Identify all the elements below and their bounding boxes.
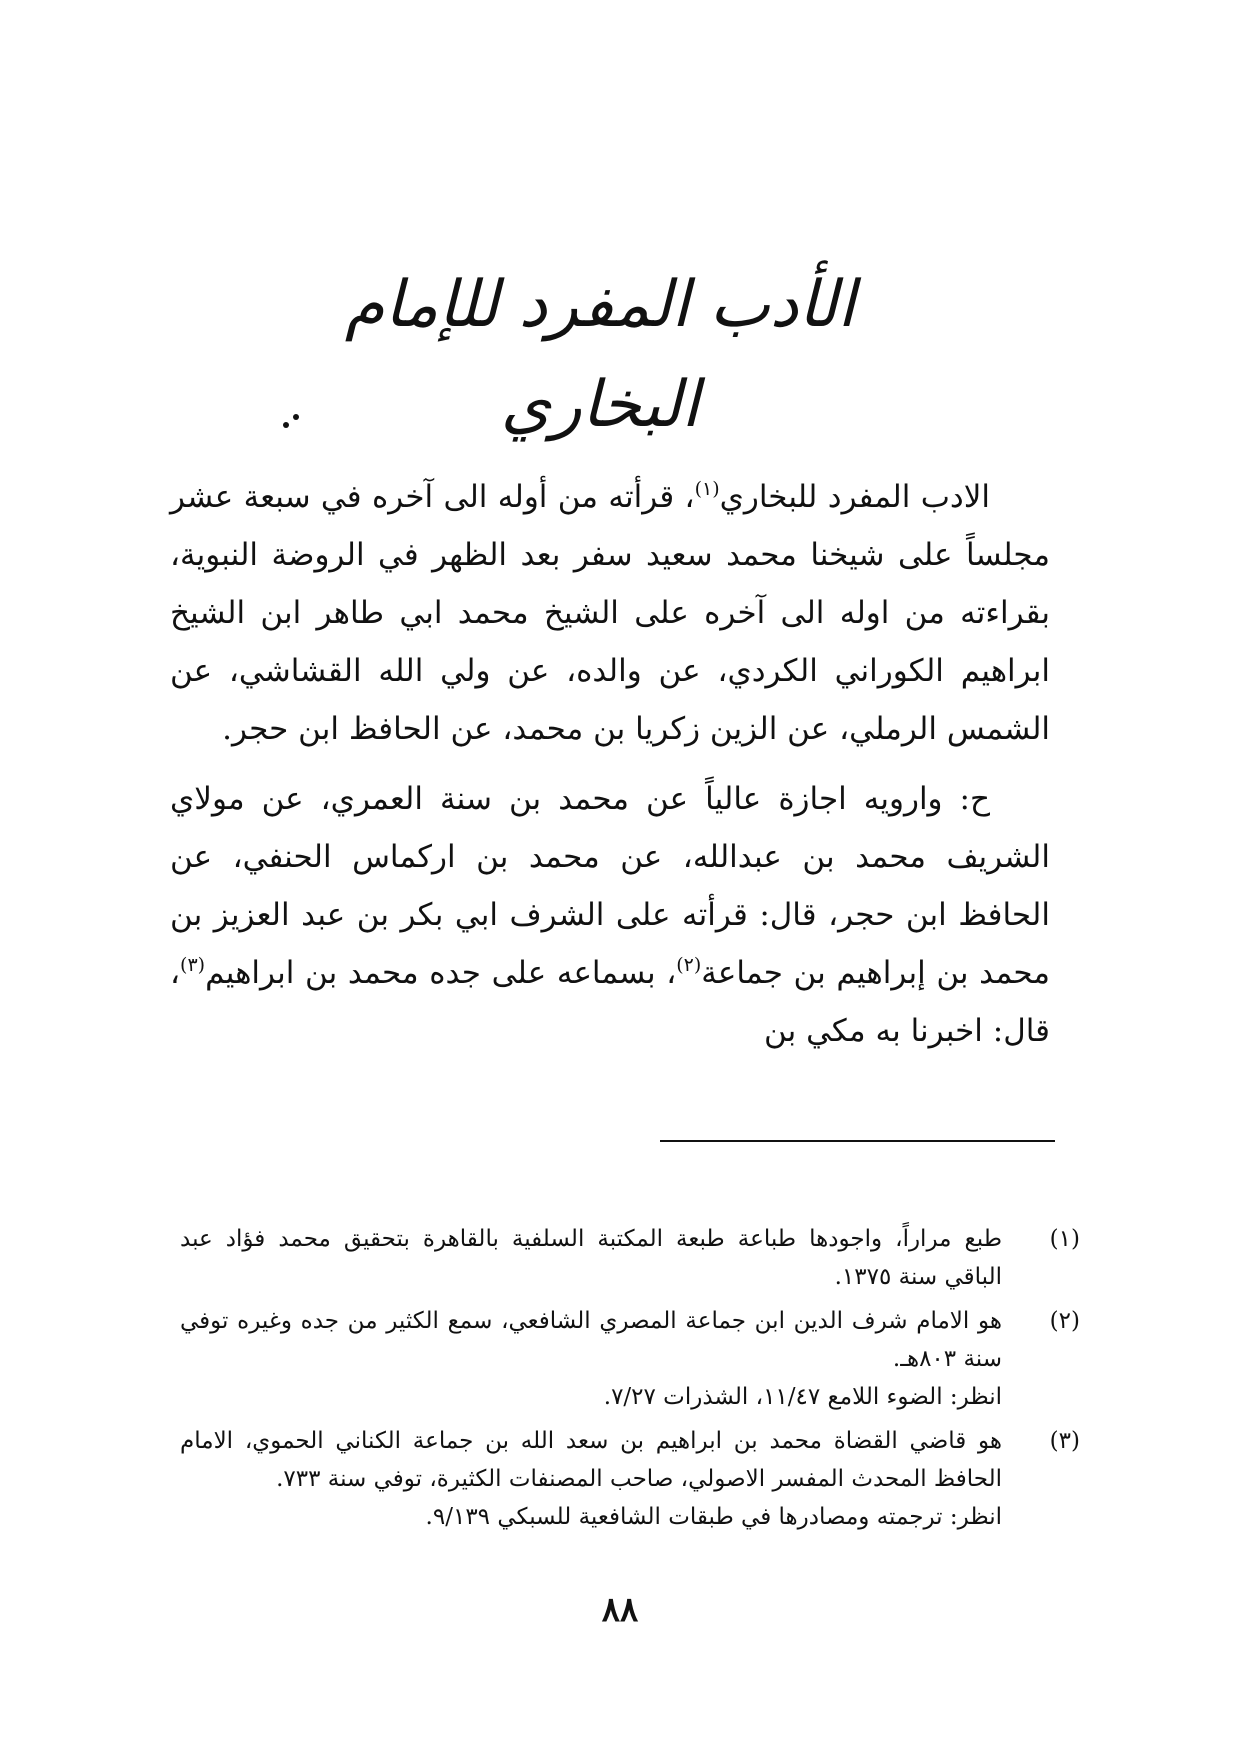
footnote-text [180,1302,1002,1416]
footnote-ref-2: (٢) [676,954,702,976]
footnote-line: انظر: ترجمته ومصادرها في طبقات الشافعية للسبكي ٩/١٣٩. [425,1504,1002,1530]
paragraph-2-text-c: ، قال: اخبرنا به مكي بن [170,955,1050,1049]
footnotes [180,1220,1080,1542]
footnote-text [180,1220,1002,1296]
footnote-line: هو قاضي القضاة محمد بن ابراهيم بن سعد الله بن جماعة الكناني الحموي، الامام الحافظ المحدث المفسر الاصولي، صاحب المصنفات الكثيرة، توفي سنة ٧٣٣. [180,1428,1002,1492]
paragraph-2-text-b: ، بسماعه على جده محمد بن ابراهيم [205,955,677,991]
footnote-2 [180,1302,1080,1416]
footnote-number: (٣) [1049,1428,1080,1454]
page-title: الأدب المفرد للإمام البخاري [344,268,856,442]
dot [283,422,289,428]
footnote-ref-3: (٣) [180,954,206,976]
footnote-line: انظر: الضوء اللامع ١١/٤٧، الشذرات ٧/٢٧. [603,1384,1002,1410]
ornament-dots-icon [283,414,307,428]
paragraph-1 [170,468,1050,758]
footnote-number: (١) [1049,1226,1080,1252]
footnote-ref-1: (١) [694,478,720,500]
paragraph-1-text-a: الادب المفرد للبخاري [719,479,990,515]
footnote-3 [180,1422,1080,1536]
footnote-separator [660,1140,1055,1142]
footnote-text [180,1422,1002,1536]
page-number: ٨٨ [601,1590,639,1630]
footnote-number: (٢) [1049,1308,1080,1334]
footnote-line: هو الامام شرف الدين ابن جماعة المصري الشافعي، سمع الكثير من جده وغيره توفي سنة ٨٠٣هـ. [180,1308,1002,1372]
footnote-1 [180,1220,1080,1296]
paragraph-1-text-b: ، قرأته من أوله الى آخره في سبعة عشر مجلساً على شيخنا محمد سعيد سفر بعد الظهر في الروضة النبوية، بقراءته من اوله الى آخره على الشيخ محمد ابي طاهر ابن الشيخ ابراهيم الكوراني الكردي، عن والده، عن ولي الله القشاشي، عن الشمس الرملي، عن الزين زكريا بن محمد، عن الحافظ ابن حجر. [170,479,1050,747]
dot [293,414,299,420]
footnote-line: طبع مراراً، واجودها طباعة طبعة المكتبة السلفية بالقاهرة بتحقيق محمد فؤاد عبد الباقي سنة ١٣٧٥. [180,1226,1002,1290]
main-text [170,468,1050,1060]
paragraph-2 [170,770,1050,1060]
paragraph-2-text-a: ح: وارويه اجازة عالياً عن محمد بن سنة العمري، عن مولاي الشريف محمد بن عبدالله، عن محمد بن اركماس الحنفي، عن الحافظ ابن حجر، قال: قرأته على الشرف ابي بكر بن عبد العزيز بن محمد بن إبراهيم بن جماعة [170,781,1050,991]
